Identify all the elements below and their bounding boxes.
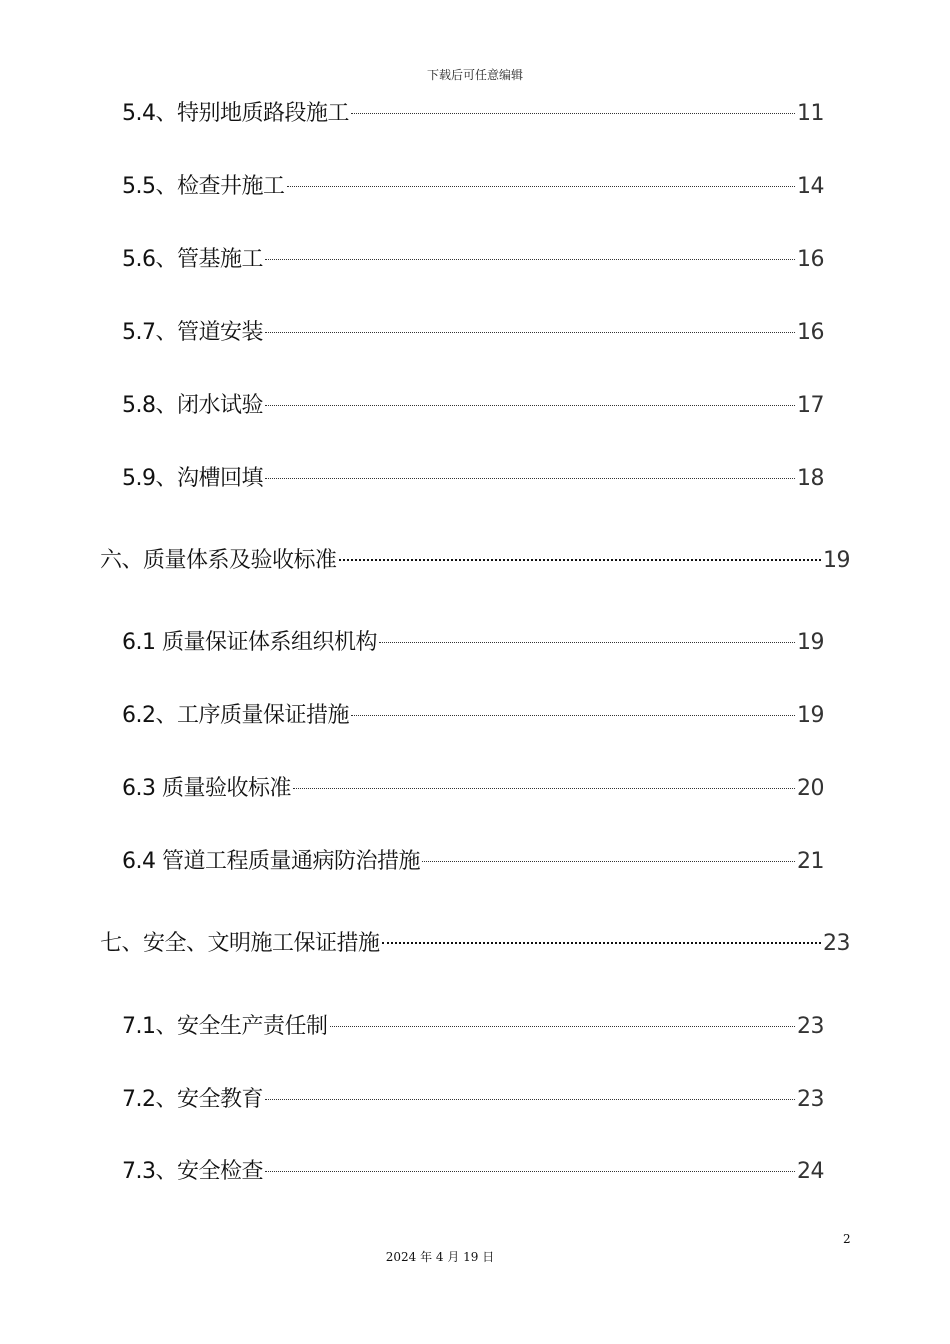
toc-entry-title: 5.6、管基施工 [122, 247, 263, 272]
footer-date: 2024 年 4 月 19 日 [385, 1250, 495, 1264]
toc-leader-dots [351, 113, 795, 114]
toc-entry-page: 11 [797, 101, 824, 126]
toc-entry-title: 6.3 质量验收标准 [122, 776, 291, 801]
toc-entry-title: 六、质量体系及验收标准 [100, 548, 337, 573]
toc-entry-page: 19 [797, 630, 824, 655]
toc-leader-dots [265, 259, 795, 260]
toc-entry-title: 7.2、安全教育 [122, 1087, 263, 1112]
toc-entry-page: 16 [797, 320, 824, 345]
toc-leader-dots [265, 478, 795, 479]
toc-entry[interactable] [100, 543, 850, 573]
toc-leader-dots [382, 942, 821, 944]
toc-entry[interactable] [122, 315, 824, 345]
toc-leader-dots [379, 642, 795, 643]
toc-leader-dots [265, 1099, 795, 1100]
toc-leader-dots [265, 332, 795, 333]
toc-entry-page: 18 [797, 466, 824, 491]
toc-leader-dots [265, 405, 795, 406]
toc-entry-page: 19 [797, 703, 824, 728]
toc-entry-page: 24 [797, 1159, 824, 1184]
toc-entry-title: 6.4 管道工程质量通病防治措施 [122, 849, 420, 874]
toc-entry[interactable] [122, 169, 824, 199]
toc-entry-page: 23 [797, 1014, 824, 1039]
toc-entry[interactable] [122, 698, 824, 728]
toc-entry[interactable] [122, 242, 824, 272]
page-number: 2 [843, 1232, 851, 1246]
toc-entry[interactable] [100, 926, 850, 956]
toc-entry-title: 5.9、沟槽回填 [122, 466, 263, 491]
toc-leader-dots [287, 186, 796, 187]
toc-entry-page: 23 [797, 1087, 824, 1112]
toc-leader-dots [339, 559, 821, 561]
toc-entry-title: 5.7、管道安装 [122, 320, 263, 345]
toc-leader-dots [422, 861, 795, 862]
toc-leader-dots [330, 1026, 796, 1027]
toc-entry[interactable] [122, 844, 824, 874]
toc-entry-title: 5.5、检查井施工 [122, 174, 285, 199]
toc-entry[interactable] [122, 771, 824, 801]
toc-leader-dots [265, 1171, 795, 1172]
toc-entry[interactable] [122, 625, 824, 655]
toc-entry[interactable] [122, 1154, 824, 1184]
toc-entry-page: 19 [823, 548, 850, 573]
toc-entry[interactable] [122, 461, 824, 491]
toc-entry[interactable] [122, 388, 824, 418]
toc-entry-title: 7.3、安全检查 [122, 1159, 263, 1184]
toc-entry-title: 6.1 质量保证体系组织机构 [122, 630, 377, 655]
toc-entry[interactable] [122, 1009, 824, 1039]
toc-entry-page: 14 [797, 174, 824, 199]
toc-entry-title: 5.8、闭水试验 [122, 393, 263, 418]
toc-entry-page: 17 [797, 393, 824, 418]
toc-entry-page: 20 [797, 776, 824, 801]
toc-entry[interactable] [122, 1082, 824, 1112]
toc-entry[interactable] [122, 96, 824, 126]
toc-entry-page: 16 [797, 247, 824, 272]
toc-entry-page: 23 [823, 931, 850, 956]
toc-entry-title: 6.2、工序质量保证措施 [122, 703, 349, 728]
toc-leader-dots [293, 788, 795, 789]
toc-entry-title: 7.1、安全生产责任制 [122, 1014, 328, 1039]
toc-entry-title: 七、安全、文明施工保证措施 [100, 931, 380, 956]
toc-entry-page: 21 [797, 849, 824, 874]
page-header: 下载后可任意编辑 [426, 68, 523, 82]
toc-leader-dots [351, 715, 795, 716]
toc-entry-title: 5.4、特别地质路段施工 [122, 101, 349, 126]
